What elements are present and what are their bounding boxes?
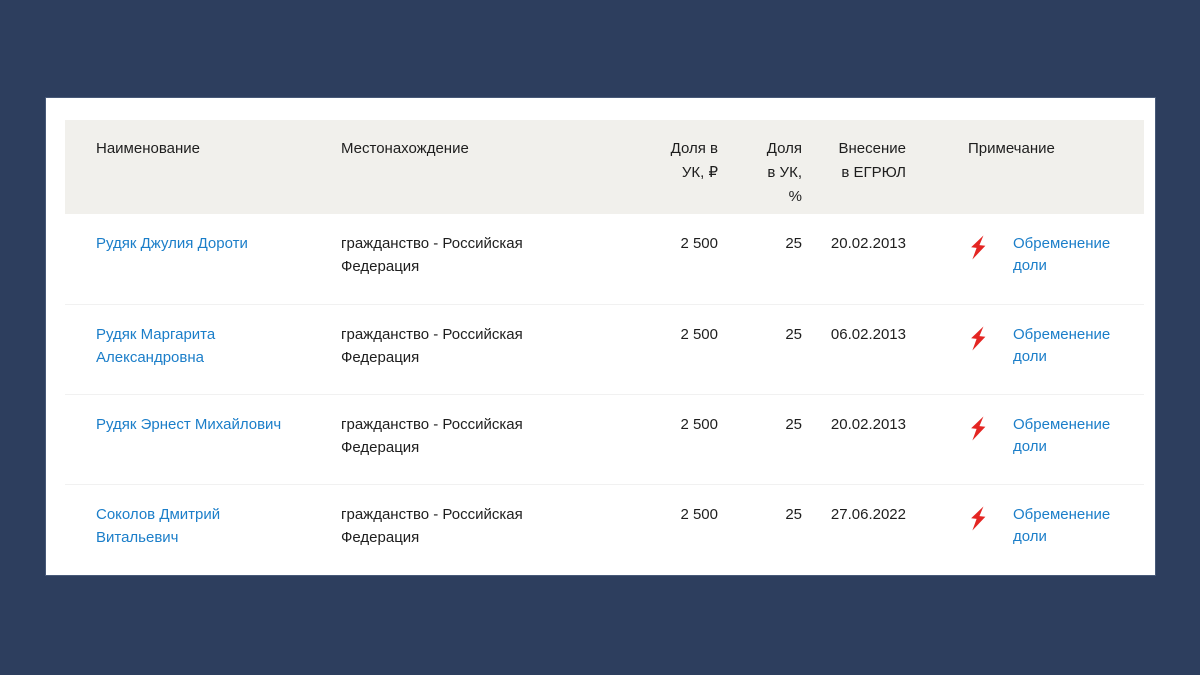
table-row bbox=[65, 214, 1144, 304]
cell-name bbox=[65, 413, 341, 484]
table-row bbox=[65, 484, 1144, 574]
table-row bbox=[65, 394, 1144, 484]
cell-name bbox=[65, 503, 341, 574]
shareholder-link[interactable]: Рудяк Джулия Дороти bbox=[96, 235, 248, 252]
cell-egrul-date: 06.02.2013 bbox=[830, 326, 906, 343]
cell-location: гражданство - Российская Федерация bbox=[341, 416, 523, 456]
cell-share-pct: 25 bbox=[785, 416, 802, 433]
cell-name bbox=[65, 232, 341, 304]
cell-location: гражданство - Российская Федерация bbox=[341, 506, 523, 546]
cell-share-rub: 2 500 bbox=[680, 235, 718, 252]
column-header-note bbox=[906, 137, 1144, 214]
shareholder-link[interactable]: Соколов Дмитрий Витальевич bbox=[96, 506, 221, 546]
cell-share-rub: 2 500 bbox=[680, 506, 718, 523]
column-header-share-rub: Доля в УК, ₽ bbox=[670, 140, 718, 181]
cell-egrul-date: 27.06.2022 bbox=[830, 506, 906, 523]
column-header-egrul: Внесение в ЕГРЮЛ bbox=[838, 140, 906, 181]
cell-name bbox=[65, 323, 341, 394]
encumbrance-link[interactable]: Обременение доли bbox=[1013, 235, 1111, 274]
column-header-note-label: Примечание bbox=[968, 140, 1055, 157]
cell-share-pct: 25 bbox=[785, 326, 802, 343]
encumbrance-link[interactable]: Обременение доли bbox=[1013, 326, 1111, 365]
cell-egrul-date: 20.02.2013 bbox=[830, 416, 906, 433]
table-header-row bbox=[65, 120, 1144, 214]
cell-note bbox=[906, 323, 1144, 394]
column-header-name-label: Наименование bbox=[96, 140, 200, 157]
column-header-location-label: Местонахождение bbox=[341, 140, 469, 157]
column-header-share-pct: Доля в УК, % bbox=[766, 140, 802, 205]
shareholders-table bbox=[65, 120, 1144, 574]
shareholder-link[interactable]: Рудяк Маргарита Александровна bbox=[96, 326, 216, 366]
encumbrance-link[interactable]: Обременение доли bbox=[1013, 416, 1111, 455]
shareholder-link[interactable]: Рудяк Эрнест Михайлович bbox=[96, 416, 282, 433]
cell-note bbox=[906, 232, 1144, 304]
table-row bbox=[65, 304, 1144, 394]
lightning-icon bbox=[968, 325, 988, 355]
cell-share-rub: 2 500 bbox=[680, 326, 718, 343]
column-header-name bbox=[65, 137, 341, 214]
cell-egrul-date: 20.02.2013 bbox=[830, 235, 906, 252]
lightning-icon bbox=[968, 234, 988, 264]
column-header-location bbox=[341, 137, 565, 214]
shareholders-card bbox=[46, 98, 1155, 575]
cell-location: гражданство - Российская Федерация bbox=[341, 326, 523, 366]
encumbrance-link[interactable]: Обременение доли bbox=[1013, 506, 1111, 545]
cell-share-pct: 25 bbox=[785, 235, 802, 252]
cell-share-pct: 25 bbox=[785, 506, 802, 523]
cell-note bbox=[906, 413, 1144, 484]
cell-share-rub: 2 500 bbox=[680, 416, 718, 433]
lightning-icon bbox=[968, 505, 988, 535]
cell-location: гражданство - Российская Федерация bbox=[341, 235, 523, 275]
cell-note bbox=[906, 503, 1144, 574]
lightning-icon bbox=[968, 415, 988, 445]
